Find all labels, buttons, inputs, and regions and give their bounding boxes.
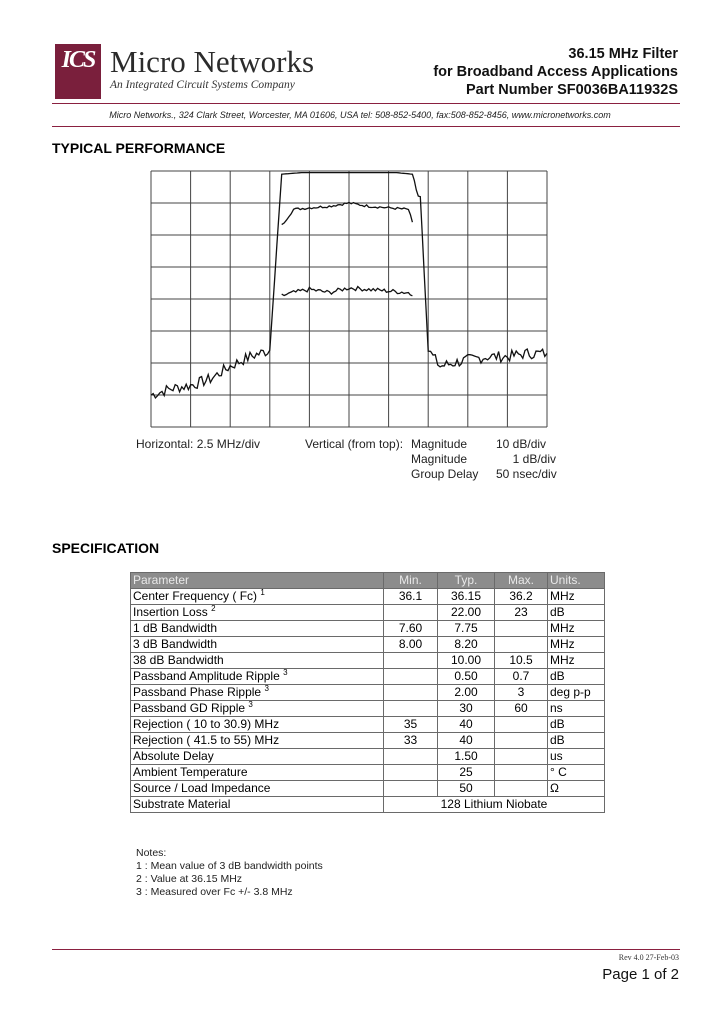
header-divider [52, 103, 680, 104]
footnote-marker: 3 [283, 668, 288, 677]
table-cell-unit: MHz [548, 621, 605, 637]
note-item: 2 : Value at 36.15 MHz [136, 873, 243, 885]
table-row [131, 749, 605, 765]
table-row [131, 701, 605, 717]
footnote-marker: 3 [264, 684, 269, 693]
table-cell-unit: ° C [548, 765, 605, 781]
performance-chart [150, 170, 548, 430]
notes-heading: Notes: [136, 847, 167, 859]
table-cell-min: 35 [384, 717, 438, 733]
table-cell-min [384, 749, 438, 765]
table-header-row [131, 573, 605, 589]
table-cell-unit: MHz [548, 637, 605, 653]
table-cell-min [384, 653, 438, 669]
column-header: Parameter [131, 573, 384, 589]
table-cell-typ: 25 [438, 765, 495, 781]
trace-name: Magnitude [411, 452, 468, 466]
table-cell-typ: 10.00 [438, 653, 495, 669]
trace-scale: 50 nsec/div [496, 467, 557, 481]
column-header: Units. [548, 573, 605, 589]
page-number: Page 1 of 2 [602, 966, 679, 983]
title-line: 36.15 MHz Filter [568, 46, 678, 62]
table-row [131, 621, 605, 637]
table-row [131, 685, 605, 701]
column-header: Typ. [438, 573, 495, 589]
table-cell-param: Insertion Loss $^2$ [131, 605, 384, 621]
title-line: Part Number SF0036BA11932S [466, 82, 678, 98]
table-cell-max [495, 717, 548, 733]
table-cell-unit: dB [548, 733, 605, 749]
section-heading-performance: TYPICAL PERFORMANCE [52, 140, 226, 156]
table-cell-max: 23 [495, 605, 548, 621]
table-cell-unit: MHz [548, 589, 605, 605]
table-cell-min: 7.60 [384, 621, 438, 637]
table-cell-unit: Ω [548, 781, 605, 797]
series-line-1 [282, 202, 413, 224]
table-cell-unit: dB [548, 605, 605, 621]
table-cell-max [495, 781, 548, 797]
table-cell-typ: 8.20 [438, 637, 495, 653]
notes [136, 847, 323, 899]
table-cell-max: 0.7 [495, 669, 548, 685]
table-cell-param: Absolute Delay [131, 749, 384, 765]
table-row [131, 653, 605, 669]
table-cell-max [495, 637, 548, 653]
table-cell-max [495, 765, 548, 781]
table-cell-typ: 50 [438, 781, 495, 797]
series-line-2 [282, 287, 413, 296]
table-row [131, 765, 605, 781]
table-cell-min [384, 685, 438, 701]
table-row [131, 589, 605, 605]
table-cell-max: 3 [495, 685, 548, 701]
footnote-marker: 2 [211, 604, 216, 613]
trace-scale: 10 dB/div [496, 437, 547, 451]
table-row [131, 669, 605, 685]
table-row [131, 717, 605, 733]
table-cell-max [495, 733, 548, 749]
table-cell-max: 60 [495, 701, 548, 717]
table-cell-param: Center Frequency ( Fc) $^1$ [131, 589, 384, 605]
table-cell-typ: 2.00 [438, 685, 495, 701]
footnote-marker: 3 [248, 700, 253, 709]
brand-name: Micro Networks [110, 44, 315, 79]
table-cell-min: 33 [384, 733, 438, 749]
table-cell-max [495, 621, 548, 637]
table-cell-unit: dB [548, 717, 605, 733]
table-cell-typ: 40 [438, 733, 495, 749]
table-cell-param: 3 dB Bandwidth [131, 637, 384, 653]
table-cell-max [495, 749, 548, 765]
chart-grid [151, 171, 547, 427]
table-cell-min [384, 701, 438, 717]
table-row-substrate [131, 797, 605, 813]
title-line: for Broadband Access Applications [433, 64, 678, 80]
brand-tagline: An Integrated Circuit Systems Company [110, 79, 295, 91]
column-header: Max. [495, 573, 548, 589]
table-row [131, 637, 605, 653]
table-cell-param: 1 dB Bandwidth [131, 621, 384, 637]
table-cell-param: Rejection ( 10 to 30.9) MHz [131, 717, 384, 733]
table-cell-param: Passband Phase Ripple $^3$ [131, 685, 384, 701]
table-cell-min [384, 765, 438, 781]
note-item: 1 : Mean value of 3 dB bandwidth points [136, 860, 323, 872]
table-cell-param: 38 dB Bandwidth [131, 653, 384, 669]
table-cell-typ: 30 [438, 701, 495, 717]
table-row [131, 605, 605, 621]
column-header: Min. [384, 573, 438, 589]
table-cell-param: Passband GD Ripple $^3$ [131, 701, 384, 717]
footer-divider [52, 949, 680, 950]
footnote-marker: 1 [260, 588, 265, 597]
address-divider [52, 126, 680, 127]
table-cell-unit: MHz [548, 653, 605, 669]
table-cell-min: 36.1 [384, 589, 438, 605]
trace-name: Group Delay [411, 467, 479, 481]
table-cell-max: 10.5 [495, 653, 548, 669]
table-cell-typ: 0.50 [438, 669, 495, 685]
table-cell-min [384, 605, 438, 621]
table-row [131, 781, 605, 797]
table-cell-value: 128 Lithium Niobate [384, 797, 605, 813]
specification-table [130, 572, 605, 813]
table-cell-typ: 36.15 [438, 589, 495, 605]
table-cell-unit: deg p-p [548, 685, 605, 701]
trace-scale: 1 dB/div [512, 452, 556, 466]
revision-label: Rev 4.0 27-Feb-03 [618, 953, 679, 962]
note-item: 3 : Measured over Fc +/- 3.8 MHz [136, 886, 293, 898]
table-cell-param: Passband Amplitude Ripple $^3$ [131, 669, 384, 685]
section-heading-specification: SPECIFICATION [52, 540, 160, 556]
table-cell-typ: 40 [438, 717, 495, 733]
table-cell-param: Source / Load Impedance [131, 781, 384, 797]
table-cell-unit: ns [548, 701, 605, 717]
trace-name: Magnitude [411, 437, 468, 451]
table-cell-min [384, 781, 438, 797]
table-cell-typ: 1.50 [438, 749, 495, 765]
company-address: Micro Networks., 324 Clark Street, Worcester, MA 01606, USA tel: 508-852-5400, fax:508-852-8456, www.micronetworks.com [109, 110, 611, 120]
table-cell-param: Rejection ( 41.5 to 55) MHz [131, 733, 384, 749]
table-cell-param: Substrate Material [131, 797, 384, 813]
table-cell-min [384, 669, 438, 685]
table-cell-param: Ambient Temperature [131, 765, 384, 781]
table-cell-max: 36.2 [495, 589, 548, 605]
logo-text: ICS [61, 47, 95, 73]
vertical-scale-label: Vertical (from top): [305, 437, 404, 451]
horizontal-scale: Horizontal: 2.5 MHz/div [136, 437, 261, 451]
table-cell-typ: 7.75 [438, 621, 495, 637]
table-cell-typ: 22.00 [438, 605, 495, 621]
table-cell-unit: dB [548, 669, 605, 685]
table-cell-unit: us [548, 749, 605, 765]
table-cell-min: 8.00 [384, 637, 438, 653]
table-row [131, 733, 605, 749]
product-title [433, 45, 678, 99]
